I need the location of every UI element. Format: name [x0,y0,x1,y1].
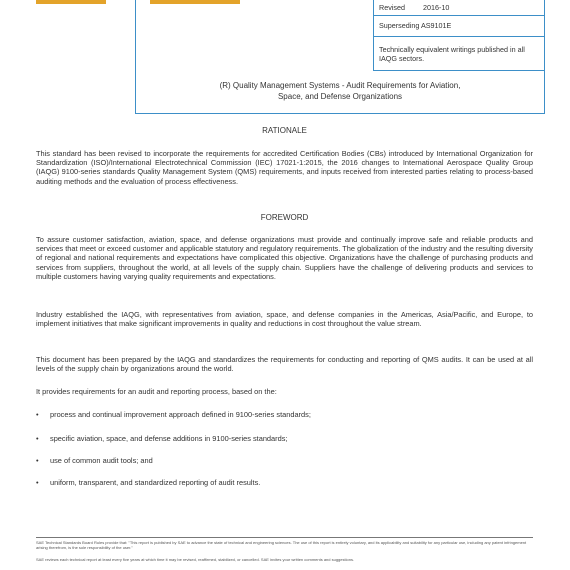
foreword-paragraph-2: Industry established the IAQG, with representatives from aviation, space, and defense companies in the Americas, Asia/Pacific, and Europe, to implement initiatives that make significant improvements in quality and reductions in cost throughout the value stream. [36,310,533,329]
list-item: • uniform, transparent, and standardized reporting of audit results. [36,478,261,487]
footer-rule [36,537,533,538]
foreword-paragraph-1: To assure customer satisfaction, aviation, space, and defense organizations must provide and continually improve safe and reliable products and services that meet or exceed customer and applicable statutory and regulatory requirements. The globalization of the industry and the resulting diversity of regional and national requirements and expectations have complicated this objective. Organizations have the challenge of purchasing products and services from suppliers, throughout the world, at all levels of the supply chain. Suppliers have the challenge of delivering products and services to multiple customers having varying quality requirements and expectations. [36,235,533,281]
document-title-line-2: Space, and Defense Organizations [277,92,403,101]
revised-label: Revised [379,3,405,12]
bullet-icon: • [36,434,39,443]
header-divider-1 [373,15,545,16]
document-title [135,80,545,102]
footer-notice-1: SAE Technical Standards Board Rules provide that: "This report is published by SAE to advance the state of technical and engineering sciences. The use of this report is entirely voluntary, and its applicability and suitability for any particular use, including any patent infringement arising therefrom, is the sole responsibility of the user." [36,540,527,550]
bullet-icon: • [36,478,39,487]
bullet-icon: • [36,456,39,465]
rationale-paragraph: This standard has been revised to incorporate the requirements for accredited Certification Bodies (CBs) introduced by International Organization for Standardization (ISO)/International Electrotechnical Commission (IEC) 17021-1:2015, the 2016 changes to International Aerospace Quality Group (IAQG) 9100-series standards Quality Management System (QMS) requirements, and inputs received from interested parties relating to process-based auditing methods and the evaluation of process effectiveness. [36,149,533,186]
footer-notice-2: SAE reviews each technical report at least every five years at which time it may be revised, reaffirmed, stabilized, or cancelled. SAE invites your written comments and suggestions. [36,557,355,562]
header-divider-2 [373,36,545,37]
rationale-heading: RATIONALE [262,126,307,135]
logo-fragment [36,0,106,4]
list-item: • use of common audit tools; and [36,456,153,465]
foreword-heading: FOREWORD [260,213,309,222]
foreword-paragraph-3: This document has been prepared by the IAQG and standardizes the requirements for conducting and reporting of QMS audits. It can be used at all levels of the supply chain by organizations around the world. [36,355,533,374]
revised-date: 2016-10 [423,3,450,12]
superseding-note: Superseding AS9101E [379,21,452,30]
technical-equivalence-note: Technically equivalent writings published in all IAQG sectors. [379,45,525,63]
list-item: • process and continual improvement approach defined in 9100-series standards; [36,410,311,419]
list-item: • specific aviation, space, and defense additions in 9100-series standards; [36,434,288,443]
header-divider-3 [373,70,545,71]
bullet-icon: • [36,410,39,419]
header-divider-vertical [373,0,374,70]
document-title-line-1: (R) Quality Management Systems - Audit Requirements for Aviation, [219,81,461,90]
foreword-paragraph-4: It provides requirements for an audit and reporting process, based on the: [36,387,277,396]
